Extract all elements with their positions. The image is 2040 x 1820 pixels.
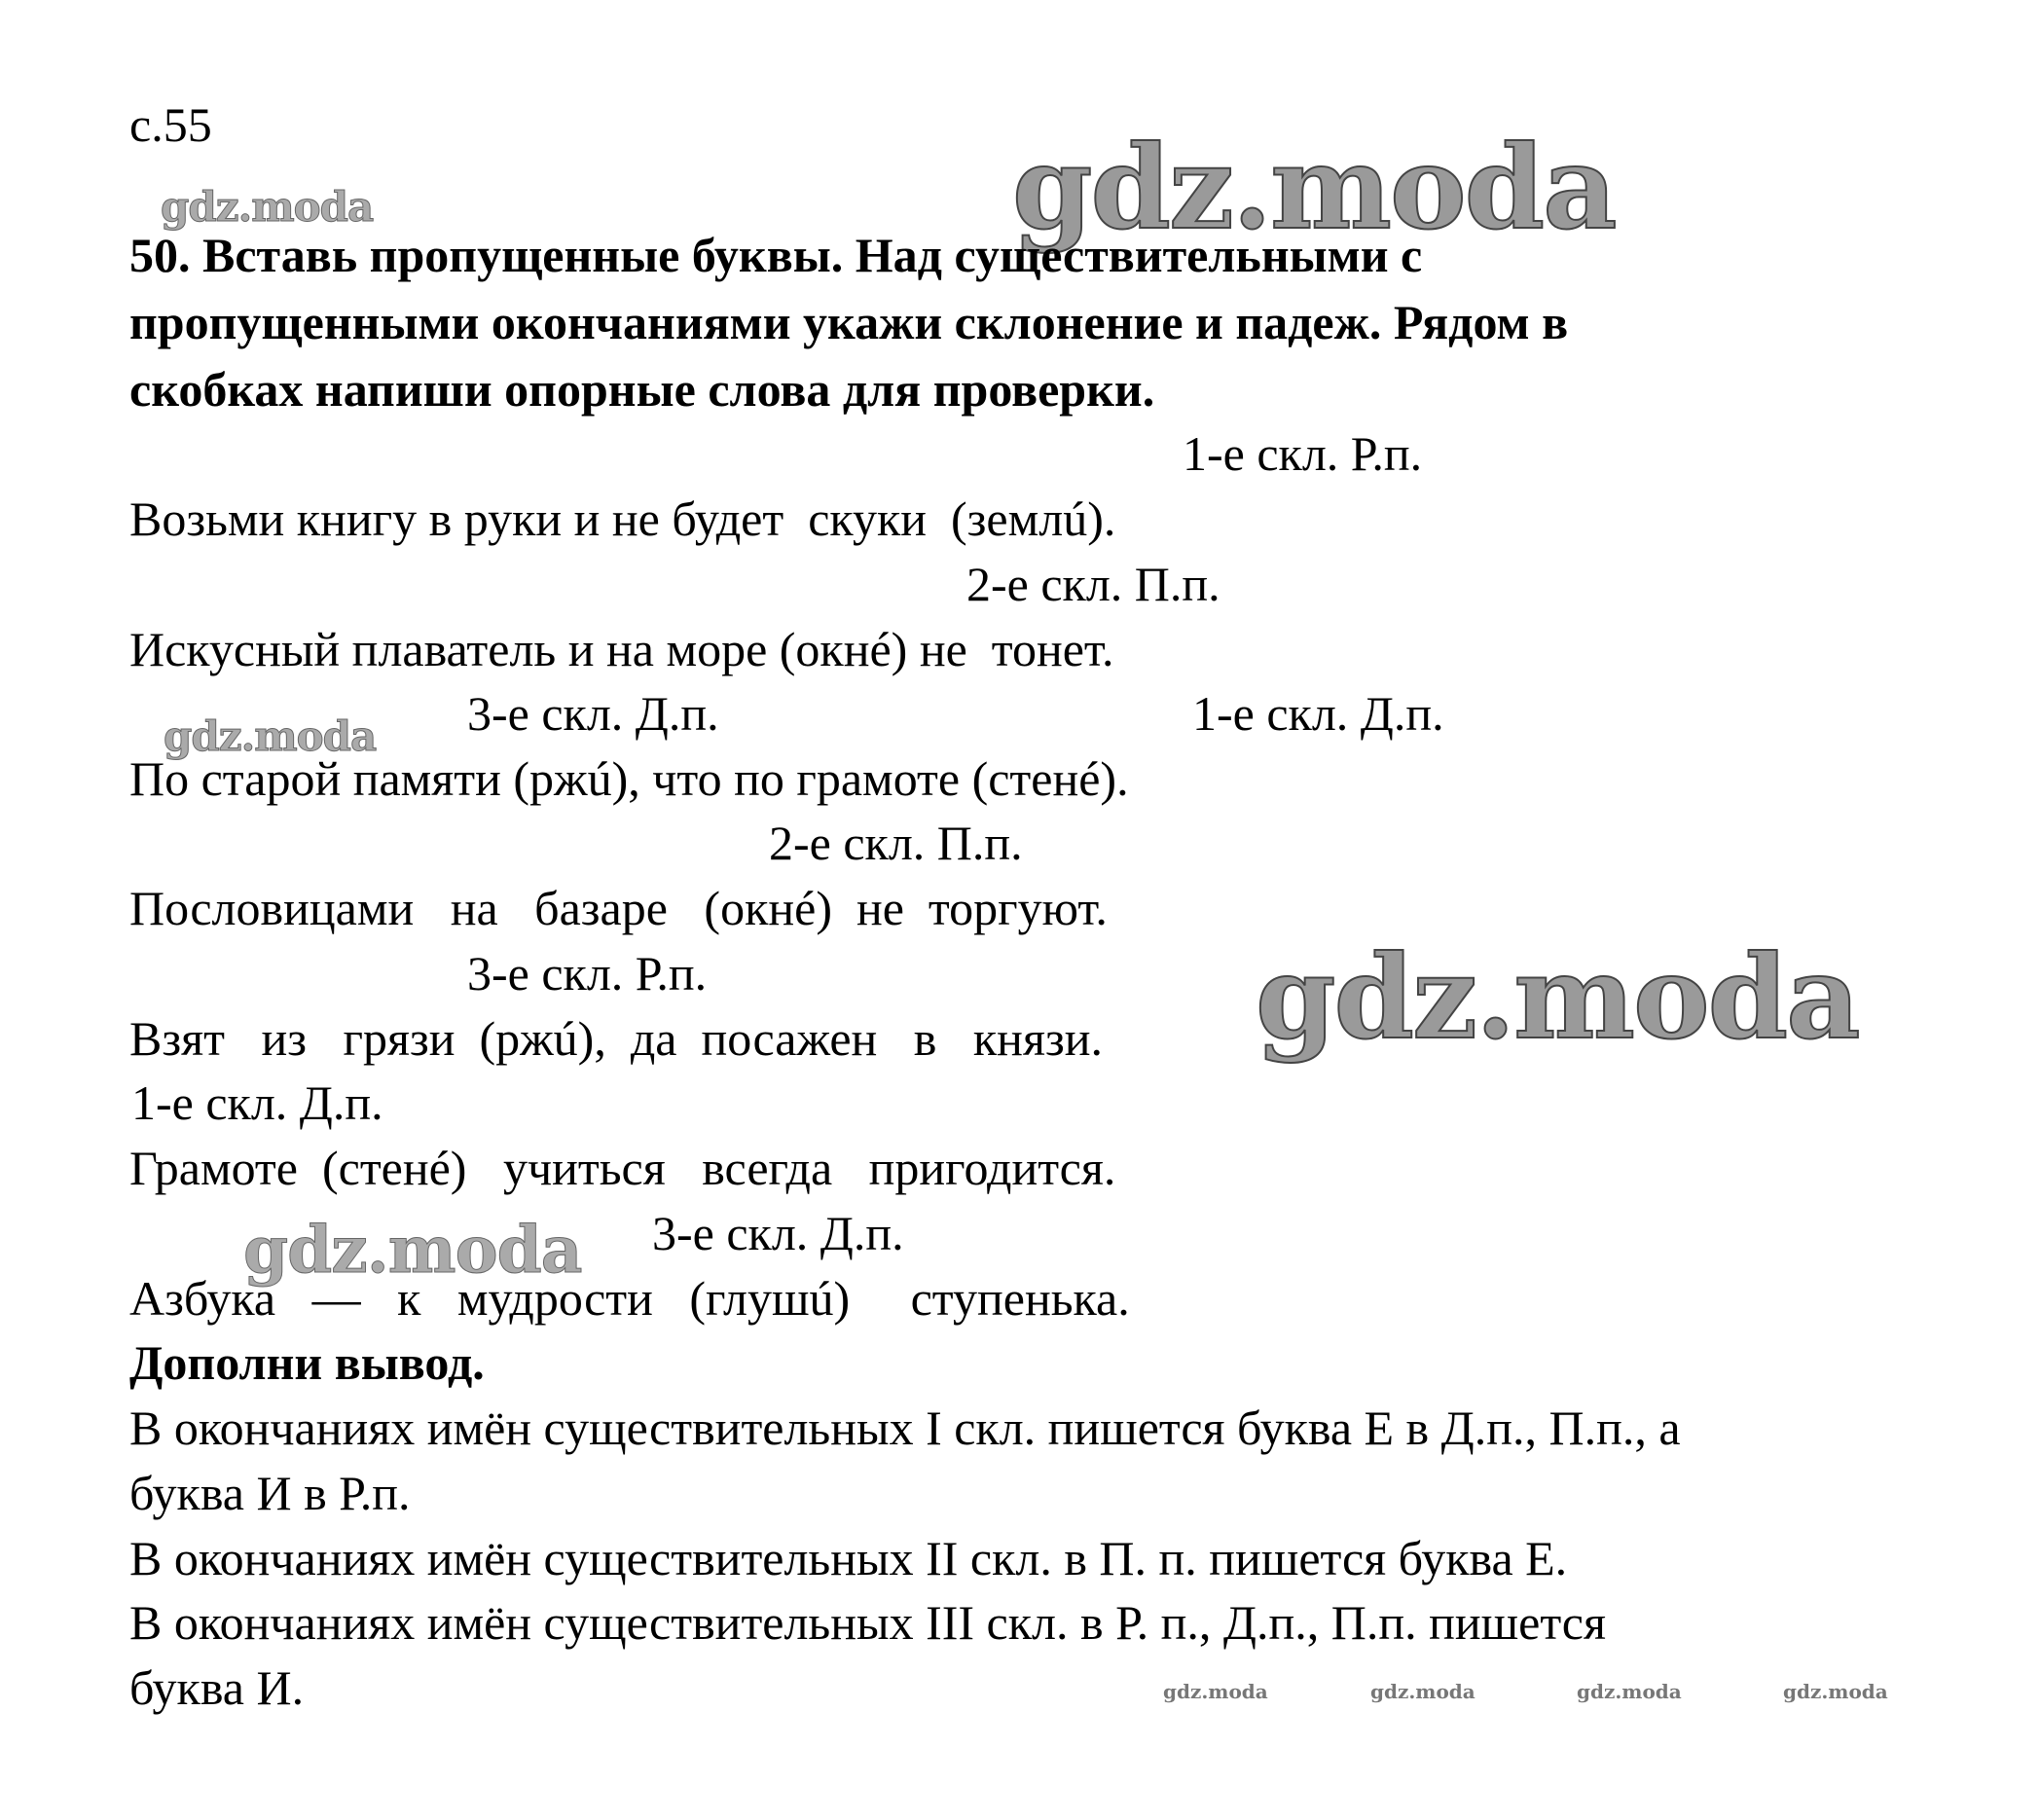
annotation-4: 1-е скл. Д.п. [1192, 686, 1444, 741]
exercise-heading-line-1: 50. Вставь пропущенные буквы. Над существительными с [129, 228, 1423, 282]
sentence-2: Искусный плаватель и на море (окнé) не тонет. [129, 622, 1114, 676]
watermark-logo-middle: gdz.moda [1256, 929, 1859, 1065]
watermark-tiny-1: gdz.moda [1163, 1680, 1268, 1703]
sentence-3: По старой памяти (ржú), что по грамоте (стенé). [129, 751, 1129, 806]
sentence-4: Пословицами на базаре (окнé) не торгуют. [129, 881, 1108, 935]
sentence-7: Азбука — к мудрости (глушú) ступенька. [129, 1271, 1130, 1326]
watermark-small-middle: gdz.moda [164, 712, 377, 760]
annotation-2: 2-е скл. П.п. [966, 557, 1220, 611]
exercise-heading-line-2: пропущенными окончаниями укажи склонение и падеж. Рядом в [129, 295, 1569, 349]
annotation-8: 3-е скл. Д.п. [652, 1206, 904, 1260]
annotation-6: 3-е скл. Р.п. [467, 946, 708, 1001]
exercise-heading-line-3: скобках напиши опорные слова для проверки. [129, 362, 1155, 417]
conclusion-line-3: В окончаниях имён существительных II скл. в П. п. пишется буква Е. [129, 1531, 1568, 1585]
watermark-tiny-4: gdz.moda [1783, 1680, 1888, 1703]
conclusion-line-1: В окончаниях имён существительных I скл. пишется буква Е в Д.п., П.п., а [129, 1401, 1681, 1455]
conclusion-line-5: буква И. [129, 1660, 305, 1715]
sentence-6: Грамоте (стенé) учиться всегда пригодится. [129, 1141, 1116, 1195]
sentence-5: Взят из грязи (ржú), да посажен в князи. [129, 1011, 1103, 1066]
annotation-3: 3-е скл. Д.п. [467, 686, 719, 741]
conclusion-line-4: В окончаниях имён существительных III скл. в Р. п., Д.п., П.п. пишется [129, 1595, 1606, 1650]
watermark-tiny-2: gdz.moda [1370, 1680, 1475, 1703]
watermark-tiny-3: gdz.moda [1577, 1680, 1682, 1703]
annotation-1: 1-е скл. Р.п. [1183, 426, 1423, 481]
conclusion-line-2: буква И в Р.п. [129, 1466, 411, 1520]
conclusion-heading: Дополни вывод. [129, 1335, 485, 1390]
watermark-small-top: gdz.moda [161, 183, 374, 231]
annotation-5: 2-е скл. П.п. [769, 816, 1023, 870]
page-reference: с.55 [129, 97, 212, 152]
annotation-7: 1-е скл. Д.п. [131, 1075, 383, 1130]
watermark-logo-top: gdz.moda [1012, 120, 1616, 255]
sentence-1: Возьми книгу в руки и не будет скуки (землú). [129, 491, 1116, 546]
watermark-small-bottom: gdz.moda [243, 1212, 582, 1288]
